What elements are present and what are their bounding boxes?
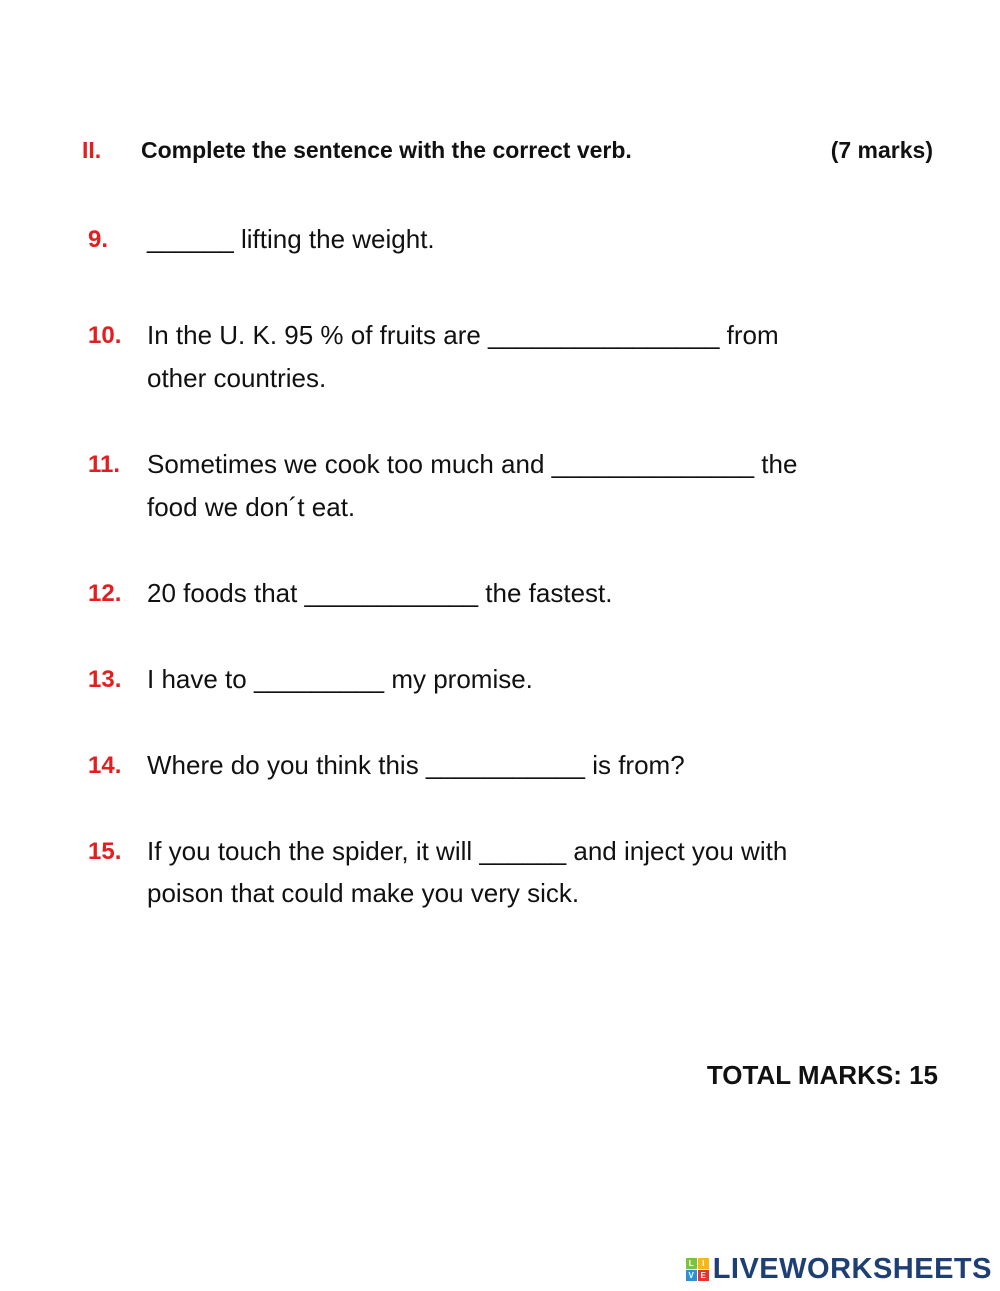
logo-tiles-icon: L I V E xyxy=(686,1258,709,1281)
question-text: Sometimes we cook too much and ______________ the xyxy=(147,449,798,479)
question-text: 20 foods that ____________ the fastest. xyxy=(147,578,613,608)
question-text: In the U. K. 95 % of fruits are ________________ from xyxy=(147,320,779,350)
question-text: I have to _________ my promise. xyxy=(147,664,533,694)
question-text: If you touch the spider, it will ______ and inject you with xyxy=(147,836,788,866)
section-marks: (7 marks) xyxy=(830,137,933,163)
logo-text: LIVEWORKSHEETS xyxy=(712,1253,992,1285)
question-text: ______ lifting the weight. xyxy=(147,224,435,254)
question-number: 12. xyxy=(88,580,122,607)
question-text: Where do you think this ___________ is from? xyxy=(147,750,685,780)
question-text: other countries. xyxy=(147,363,327,393)
question-number: 10. xyxy=(88,322,122,349)
question-number: 14. xyxy=(88,752,122,779)
total-marks: TOTAL MARKS: 15 xyxy=(706,1060,938,1090)
question-text: food we don´t eat. xyxy=(147,492,356,522)
question-number: 13. xyxy=(88,666,122,693)
question-number: 9. xyxy=(88,226,109,253)
section-instruction: Complete the sentence with the correct verb. xyxy=(141,137,632,163)
question-number: 11. xyxy=(88,451,121,478)
question-number: 15. xyxy=(88,838,122,865)
question-text: poison that could make you very sick. xyxy=(147,878,580,908)
liveworksheets-logo xyxy=(686,1253,992,1286)
section-numeral: II. xyxy=(82,137,102,163)
